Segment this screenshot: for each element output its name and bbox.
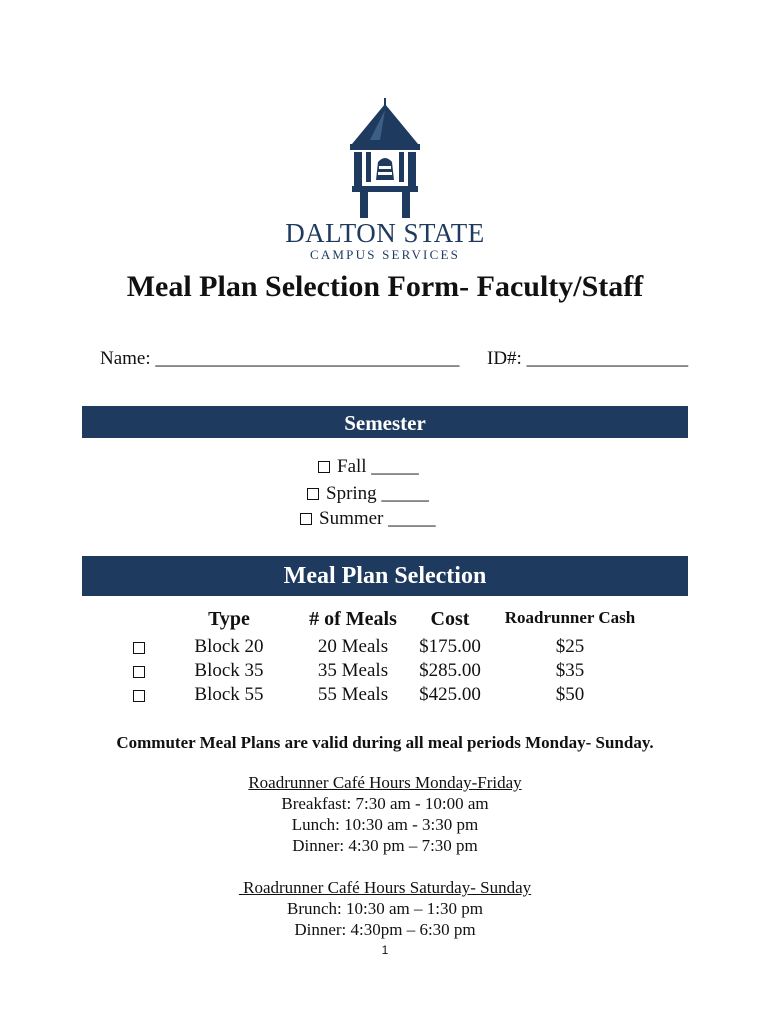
- weekend-hours: [0, 877, 770, 940]
- checkbox-icon[interactable]: [307, 488, 319, 500]
- checkbox-icon[interactable]: [133, 690, 145, 702]
- weekday-hours: [0, 772, 770, 856]
- id-field[interactable]: ID#: _________________: [487, 348, 689, 369]
- semester-option-label: Spring _____: [326, 483, 429, 504]
- checkbox-icon[interactable]: [133, 642, 145, 654]
- checkbox-icon[interactable]: [133, 666, 145, 678]
- semester-option-label: Fall _____: [337, 456, 419, 477]
- hours-line: Breakfast: 7:30 am - 10:00 am: [281, 794, 489, 813]
- plan-type: Block 20: [194, 636, 264, 657]
- hours-line: Dinner: 4:30pm – 6:30 pm: [294, 920, 476, 939]
- plan-checkbox-block-55[interactable]: [133, 688, 152, 706]
- meal-plan-heading: Meal Plan Selection: [82, 556, 688, 596]
- page-title: Meal Plan Selection Form- Faculty/Staff: [126, 270, 644, 303]
- plan-cash: $50: [555, 684, 585, 705]
- column-header-roadrunner-cash: Roadrunner Cash: [504, 608, 636, 627]
- plan-checkbox-block-20[interactable]: [133, 640, 152, 658]
- checkbox-icon[interactable]: [300, 513, 312, 525]
- semester-option-spring[interactable]: [307, 483, 429, 505]
- brand-subtitle: CAMPUS SERVICES: [309, 247, 461, 262]
- plan-cost: $285.00: [419, 660, 481, 681]
- plan-cost: $175.00: [419, 636, 481, 657]
- semester-option-fall[interactable]: [318, 456, 419, 478]
- plan-checkbox-block-35[interactable]: [133, 664, 152, 682]
- page-number: 1: [381, 943, 389, 957]
- plan-cash: $35: [555, 660, 585, 681]
- brand-name: DALTON STATE: [285, 218, 485, 248]
- semester-option-label: Summer _____: [319, 508, 436, 529]
- hours-line: Dinner: 4:30 pm – 7:30 pm: [292, 836, 478, 855]
- plan-meals: 55 Meals: [317, 684, 389, 705]
- plan-type: Block 55: [194, 684, 264, 705]
- clock-tower-logo-icon: [330, 96, 440, 222]
- weekday-hours-heading: Roadrunner Café Hours Monday-Friday: [248, 773, 522, 792]
- semester-option-summer[interactable]: [300, 508, 436, 530]
- name-field[interactable]: Name: ________________________________: [100, 348, 460, 369]
- brand-wordmark: [240, 218, 530, 262]
- plan-meals: 20 Meals: [317, 636, 389, 657]
- weekend-hours-heading: Roadrunner Café Hours Saturday- Sunday: [238, 878, 532, 897]
- column-header-meals: # of Meals: [309, 608, 397, 630]
- checkbox-icon[interactable]: [318, 461, 330, 473]
- plan-type: Block 35: [194, 660, 264, 681]
- column-header-type: Type: [208, 608, 250, 630]
- column-header-cost: Cost: [430, 608, 470, 630]
- semester-heading: Semester: [82, 406, 688, 438]
- hours-line: Brunch: 10:30 am – 1:30 pm: [287, 899, 483, 918]
- plan-cost: $425.00: [419, 684, 481, 705]
- plan-cash: $25: [555, 636, 585, 657]
- plan-meals: 35 Meals: [317, 660, 389, 681]
- hours-line: Lunch: 10:30 am - 3:30 pm: [291, 815, 479, 834]
- commuter-note: Commuter Meal Plans are valid during all meal periods Monday- Sunday.: [116, 733, 654, 752]
